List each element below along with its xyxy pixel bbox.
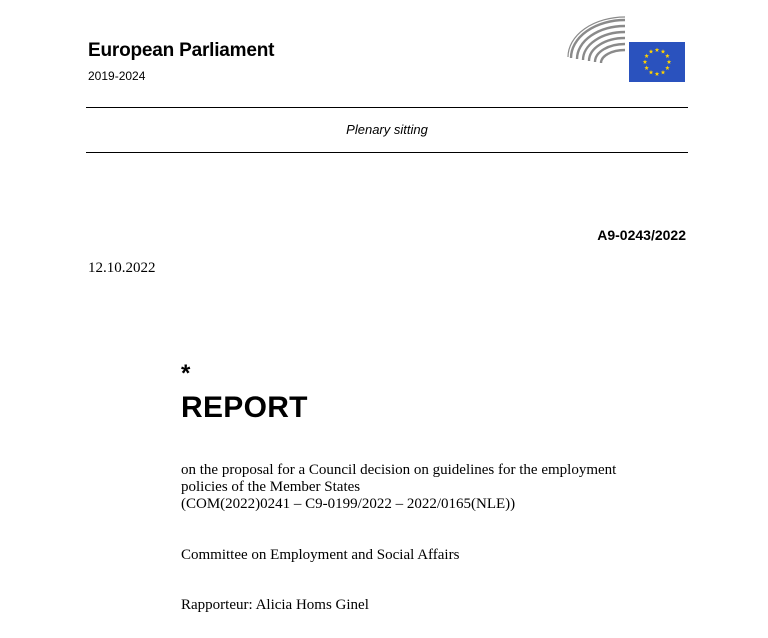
institution-name: European Parliament [88, 40, 275, 61]
report-subject [181, 462, 651, 513]
rapporteur: Rapporteur: Alicia Homs Ginel [181, 597, 369, 613]
subject-line: on the proposal for a Council decision on guidelines for the employment [181, 462, 617, 478]
report-title: REPORT [181, 391, 308, 424]
subject-line: policies of the Member States [181, 479, 361, 495]
european-parliament-logo-icon [563, 12, 687, 84]
committee-name: Committee on Employment and Social Affairs [181, 547, 460, 563]
document-date: 12.10.2022 [88, 260, 156, 276]
plenary-sitting-label: Plenary sitting [346, 122, 428, 137]
header-divider-top [86, 107, 688, 108]
header-divider-bottom [86, 152, 688, 153]
document-reference: A9-0243/2022 [597, 227, 686, 243]
procedure-marker: * [181, 360, 191, 387]
parliamentary-term: 2019-2024 [88, 69, 146, 83]
subject-line: (COM(2022)0241 – C9-0199/2022 – 2022/0165(NLE)) [181, 496, 516, 512]
